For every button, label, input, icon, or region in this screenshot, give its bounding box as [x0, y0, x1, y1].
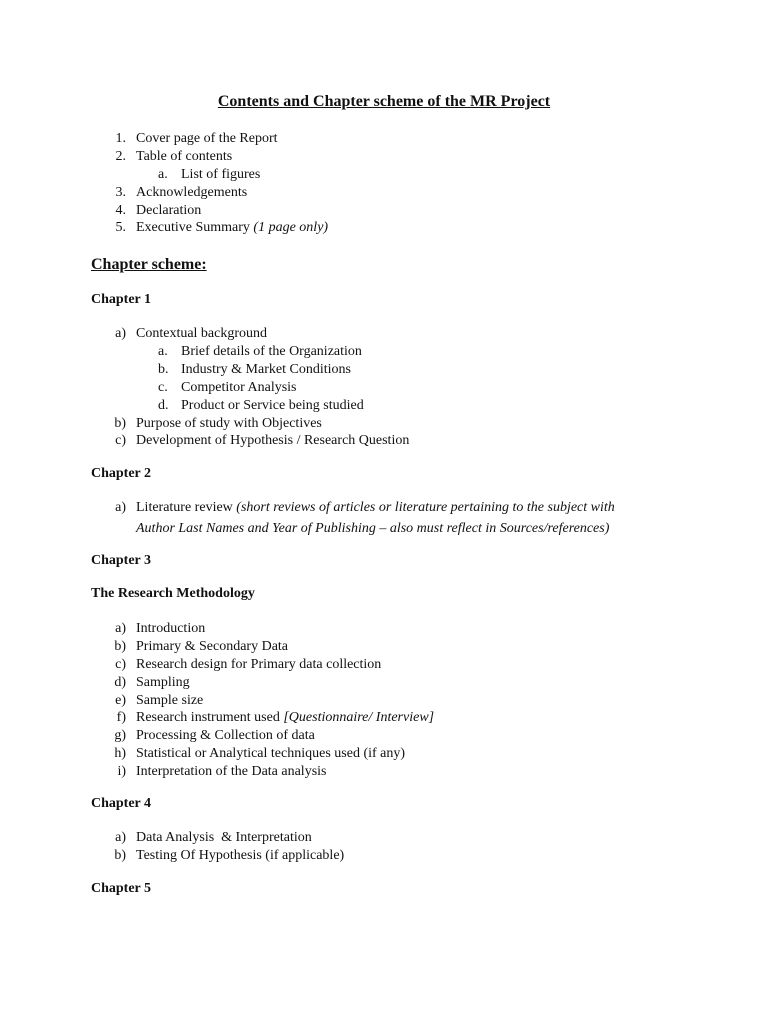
- list-marker: a): [115, 500, 126, 515]
- list-marker: a): [115, 621, 126, 636]
- list-marker: 1.: [115, 131, 126, 146]
- list-item: Industry & Market Conditions: [181, 362, 351, 377]
- chapter-3-subheading: The Research Methodology: [91, 586, 255, 601]
- list-item-note: [Questionnaire/ Interview]: [283, 710, 435, 725]
- chapter-2-heading: Chapter 2: [91, 466, 152, 481]
- list-item: Declaration: [136, 203, 202, 218]
- list-item: Introduction: [136, 621, 206, 636]
- list-marker: b): [114, 848, 126, 863]
- list-item-note: Author Last Names and Year of Publishing – also must reflect in Sources/references): [136, 521, 610, 536]
- list-item: Table of contents: [136, 149, 233, 164]
- list-item: Testing Of Hypothesis (if applicable): [136, 848, 345, 863]
- list-marker: 3.: [115, 185, 126, 200]
- chapter-1-heading: Chapter 1: [91, 292, 152, 307]
- list-marker: i): [117, 764, 126, 779]
- list-marker: d): [114, 675, 126, 690]
- list-item: List of figures: [181, 167, 261, 182]
- list-item: Primary & Secondary Data: [136, 639, 289, 654]
- list-marker: b): [114, 639, 126, 654]
- list-item: Research design for Primary data collection: [136, 657, 382, 672]
- list-marker: a): [115, 326, 126, 341]
- chapter-4-heading: Chapter 4: [91, 796, 152, 811]
- list-item: Cover page of the Report: [136, 131, 278, 146]
- list-marker: b.: [158, 362, 169, 377]
- list-item-note: (1 page only): [253, 220, 329, 235]
- list-marker: d.: [158, 398, 169, 413]
- list-marker: g): [114, 728, 126, 743]
- list-marker: c): [115, 657, 126, 672]
- list-item-note: (short reviews of articles or literature pertaining to the subject with: [236, 500, 615, 515]
- list-marker: a.: [158, 344, 168, 359]
- list-item: Acknowledgements: [136, 185, 248, 200]
- list-item-text: Literature review: [136, 500, 233, 515]
- list-item-continuation: [136, 520, 609, 538]
- list-item: Interpretation of the Data analysis: [136, 764, 327, 779]
- list-item: Contextual background: [136, 326, 268, 341]
- chapter-scheme-heading: Chapter scheme:: [91, 256, 207, 273]
- list-item-text: Research instrument used: [136, 710, 280, 725]
- list-marker: 5.: [115, 220, 126, 235]
- list-item: Competitor Analysis: [181, 380, 297, 395]
- list-item: Data Analysis & Interpretation: [136, 830, 312, 845]
- page-title: Contents and Chapter scheme of the MR Project: [217, 93, 551, 110]
- list-item-text: Executive Summary: [136, 220, 250, 235]
- list-marker: 2.: [115, 149, 126, 164]
- list-marker: c): [115, 433, 126, 448]
- list-item: Development of Hypothesis / Research Question: [136, 433, 410, 448]
- list-item: [136, 499, 615, 517]
- chapter-5-heading: Chapter 5: [91, 881, 152, 896]
- list-item: [136, 709, 434, 727]
- list-item: Statistical or Analytical techniques used (if any): [136, 746, 406, 761]
- list-marker: f): [116, 710, 126, 725]
- list-marker: a.: [158, 167, 168, 182]
- list-item: Product or Service being studied: [181, 398, 364, 413]
- list-marker: c.: [158, 380, 168, 395]
- list-item: Brief details of the Organization: [181, 344, 362, 359]
- list-marker: a): [115, 830, 126, 845]
- list-marker: b): [114, 416, 126, 431]
- list-marker: h): [114, 746, 126, 761]
- list-item: [136, 219, 328, 237]
- list-item: Processing & Collection of data: [136, 728, 315, 743]
- list-marker: e): [115, 693, 126, 708]
- list-item: Sample size: [136, 693, 204, 708]
- list-marker: 4.: [115, 203, 126, 218]
- list-item: Purpose of study with Objectives: [136, 416, 322, 431]
- list-item: Sampling: [136, 675, 190, 690]
- chapter-3-heading: Chapter 3: [91, 553, 152, 568]
